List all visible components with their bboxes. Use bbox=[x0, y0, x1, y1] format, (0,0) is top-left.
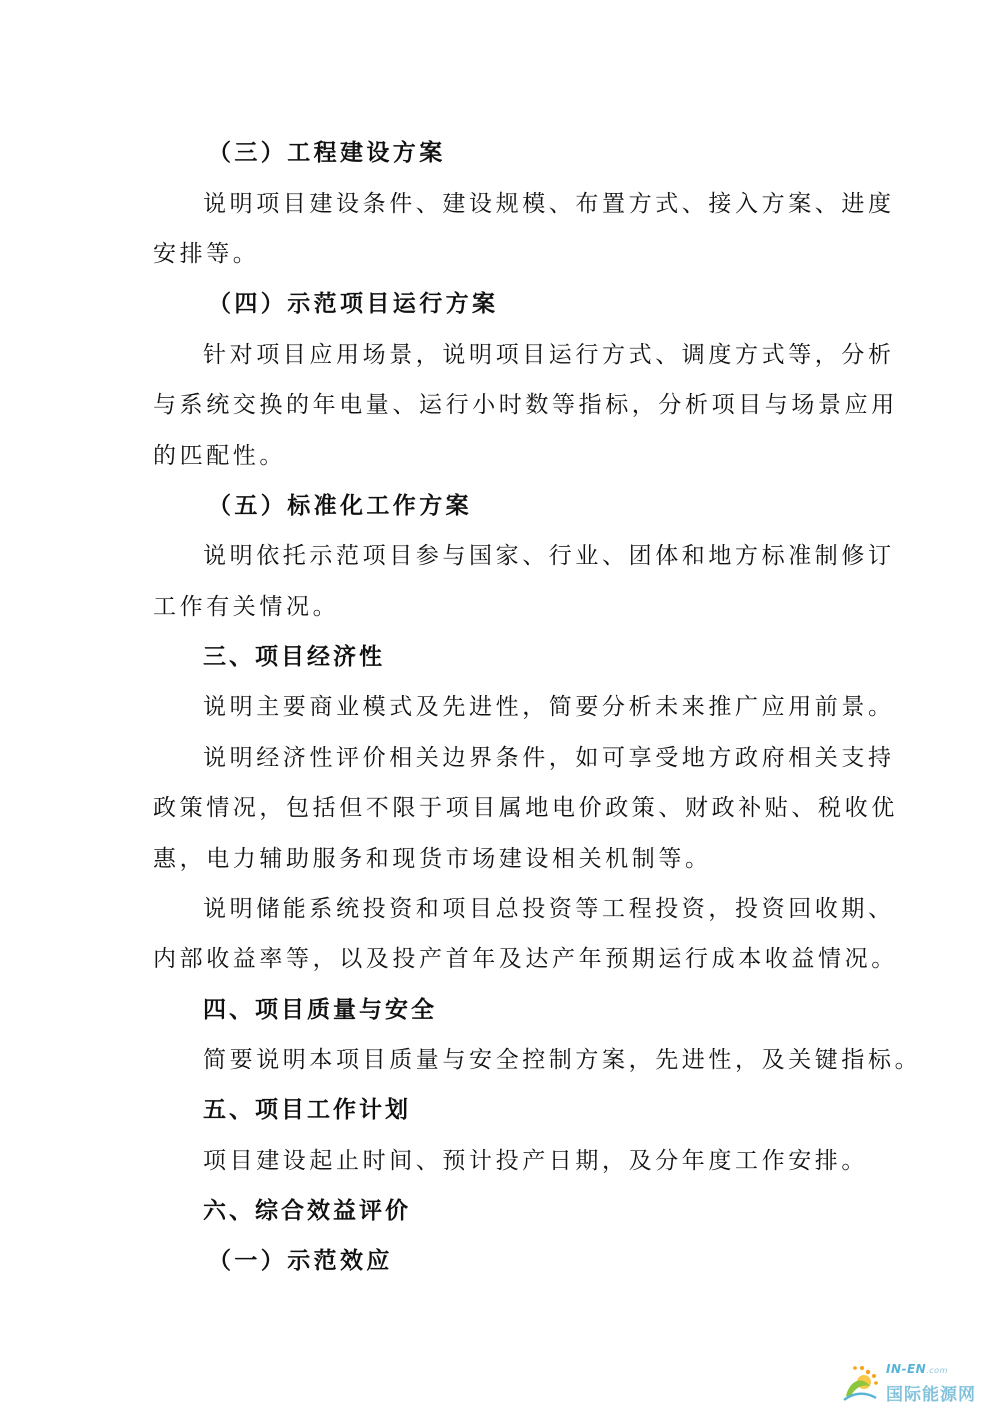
section-heading-work-plan: 五、项目工作计划 bbox=[203, 1097, 411, 1123]
paragraph-line: 与系统交换的年电量、运行小时数等指标，分析项目与场景应用 bbox=[153, 392, 898, 418]
sub-heading-engineering-plan: （三）工程建设方案 bbox=[208, 140, 446, 166]
paragraph-line: 惠，电力辅助服务和现货市场建设相关机制等。 bbox=[153, 846, 712, 872]
watermark-en: IN-EN.com bbox=[886, 1362, 948, 1376]
watermark-cn: 国际能源网 bbox=[886, 1385, 976, 1405]
paragraph-line: 工作有关情况。 bbox=[153, 594, 340, 620]
paragraph-line: 说明储能系统投资和项目总投资等工程投资，投资回收期、 bbox=[203, 896, 895, 922]
paragraph-line: 针对项目应用场景，说明项目运行方式、调度方式等，分析 bbox=[203, 342, 895, 368]
paragraph-line: 说明主要商业模式及先进性，简要分析未来推广应用前景。 bbox=[203, 694, 895, 720]
sub-heading-demonstration-effect: （一）示范效应 bbox=[208, 1248, 393, 1274]
section-heading-benefit-evaluation: 六、综合效益评价 bbox=[203, 1198, 411, 1224]
sub-heading-operation-plan: （四）示范项目运行方案 bbox=[208, 291, 499, 317]
paragraph-line: 简要说明本项目质量与安全控制方案，先进性，及关键指标。 bbox=[203, 1047, 922, 1073]
paragraph-line: 政策情况，包括但不限于项目属地电价政策、财政补贴、税收优 bbox=[153, 795, 898, 821]
paragraph-line: 说明经济性评价相关边界条件，如可享受地方政府相关支持 bbox=[203, 745, 895, 771]
watermark bbox=[840, 1356, 990, 1406]
paragraph-line: 项目建设起止时间、预计投产日期，及分年度工作安排。 bbox=[203, 1148, 868, 1174]
paragraph-line: 说明依托示范项目参与国家、行业、团体和地方标准制修订 bbox=[203, 543, 895, 569]
paragraph-line: 的匹配性。 bbox=[153, 443, 286, 469]
paragraph-line: 内部收益率等，以及投产首年及达产年预期运行成本收益情况。 bbox=[153, 946, 898, 972]
sub-heading-standardization-plan: （五）标准化工作方案 bbox=[208, 493, 472, 519]
paragraph-line: 安排等。 bbox=[153, 241, 260, 267]
section-heading-quality-safety: 四、项目质量与安全 bbox=[203, 997, 437, 1023]
paragraph-line: 说明项目建设条件、建设规模、布置方式、接入方案、进度 bbox=[203, 191, 895, 217]
sun-leaf-logo-icon bbox=[840, 1362, 882, 1404]
section-heading-economics: 三、项目经济性 bbox=[203, 644, 385, 670]
